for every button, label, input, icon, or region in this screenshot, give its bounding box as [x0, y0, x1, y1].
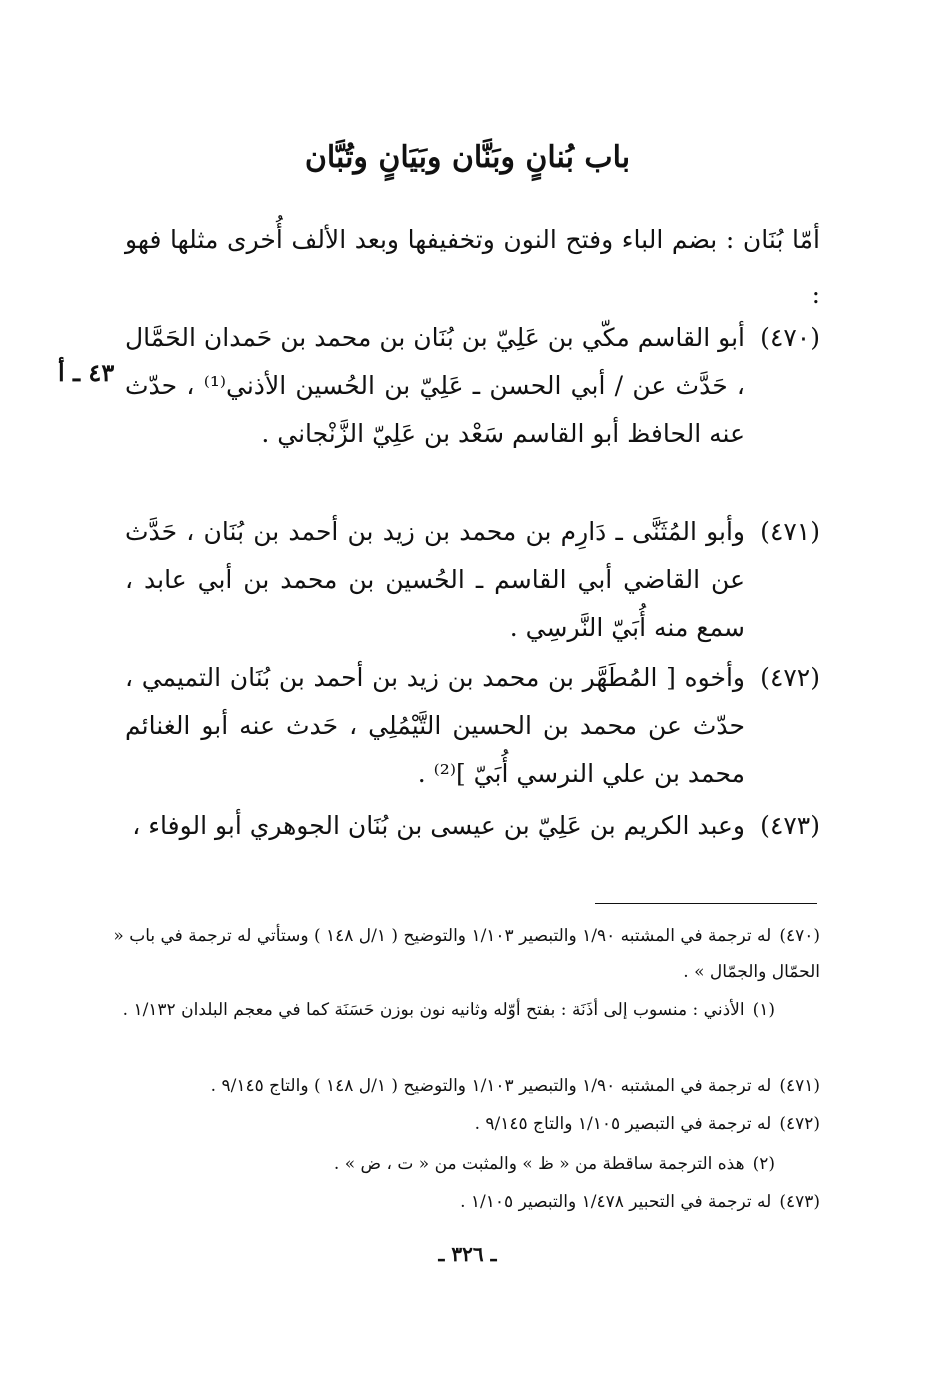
- manuscript-folio-note: ٤٣ ـ أ: [58, 358, 115, 387]
- footnote-text: له ترجمة في المشتبه ١/٩٠ والتبصير ١/١٠٣ والتوضيح ( ١/ل ١٤٨ ) وستأتي له ترجمة في باب « الحمّال والجمّال » .: [113, 926, 820, 982]
- entry-text: أبو القاسم مكّي بن عَلِيّ بن بُنَان بن محمد بن حَمدان الحَمَّال ، حَدَّث عن / أبي الحسن ـ عَلِيّ بن الحُسين الأذني⁽¹⁾ ، حدّث عنه الحافظ أبو القاسم سَعْد بن عَلِيّ الزَّنْجاني .: [125, 323, 745, 448]
- entry-471: [125, 508, 820, 652]
- entry-text: وأخوه [ المُطَهَّر بن محمد بن زيد بن أحمد بن بُنَان التميمي ، حدّث عن محمد بن الحسين التَّيْمُلِي ، حَدث عنه أبو الغنائم محمد بن علي النرسي أُبَيّ ]⁽²⁾ .: [125, 663, 745, 788]
- footnote-divider: [595, 903, 817, 904]
- footnote-number: (٤٧٠): [779, 926, 820, 946]
- entry-473: [125, 802, 820, 850]
- footnote-number: (٤٧١): [779, 1076, 820, 1096]
- page-number: ـ ٣٢٦ ـ: [438, 1242, 497, 1266]
- footnote-text: له ترجمة في التحبير ١/٤٧٨ والتبصير ١/١٠٥ .: [460, 1192, 772, 1212]
- footnote-text: هذه الترجمة ساقطة من « ظ » والمثبت من « ت ، ض » .: [333, 1154, 745, 1174]
- footnote: [65, 1106, 820, 1142]
- intro-paragraph: أمّا بُنَان : بضم الباء وفتح النون وتخفيفها وبعد الألف أُخرى مثلها فهو :: [125, 225, 820, 309]
- footnote-number: (٢): [752, 1154, 775, 1174]
- entry-text: وعبد الكريم بن عَلِيّ بن عيسى بن بُنَان الجوهري أبو الوفاء ،: [132, 811, 745, 840]
- footnote-number: (١): [752, 1000, 775, 1020]
- footnote-text: له ترجمة في المشتبه ١/٩٠ والتبصير ١/١٠٣ والتوضيح ( ١/ل ١٤٨ ) والتاج ٩/١٤٥ .: [210, 1076, 772, 1096]
- entry-number: (٤٧٢): [760, 663, 820, 692]
- footnote-text: الأذني : منسوب إلى أذَنَة : بفتح أوّله وثانيه نون بوزن حَسَنَة كما في معجم البلدان ١/١٣٢ .: [122, 1000, 745, 1020]
- entry-470: [125, 314, 820, 458]
- footnote: [65, 992, 820, 1028]
- entry-text: وأبو المُثَنَّى ـ دَارِم بن محمد بن زيد بن أحمد بن بُنَان ، حَدَّث عن القاضي أبي القاسم ـ الحُسين بن محمد بن أبي عابد ، سمع منه أُبَيّ النَّرسِي .: [125, 517, 745, 642]
- entry-number: (٤٧٣): [760, 811, 820, 840]
- footnote: [65, 1146, 820, 1182]
- footnote-text: له ترجمة في التبصير ١/١٠٥ والتاج ٩/١٤٥ .: [474, 1114, 772, 1134]
- footnote-number: (٤٧٢): [779, 1114, 820, 1134]
- entry-472: [125, 654, 820, 798]
- chapter-title: باب بُنانٍ وبَنَّان وبَيَانٍ وتُبَّان: [304, 140, 631, 175]
- footnote: [65, 918, 820, 990]
- footnote-number: (٤٧٣): [779, 1192, 820, 1212]
- footnote: [65, 1068, 820, 1104]
- footnote: [65, 1184, 820, 1220]
- entry-number: (٤٧١): [760, 517, 820, 546]
- entry-number: (٤٧٠): [760, 323, 820, 352]
